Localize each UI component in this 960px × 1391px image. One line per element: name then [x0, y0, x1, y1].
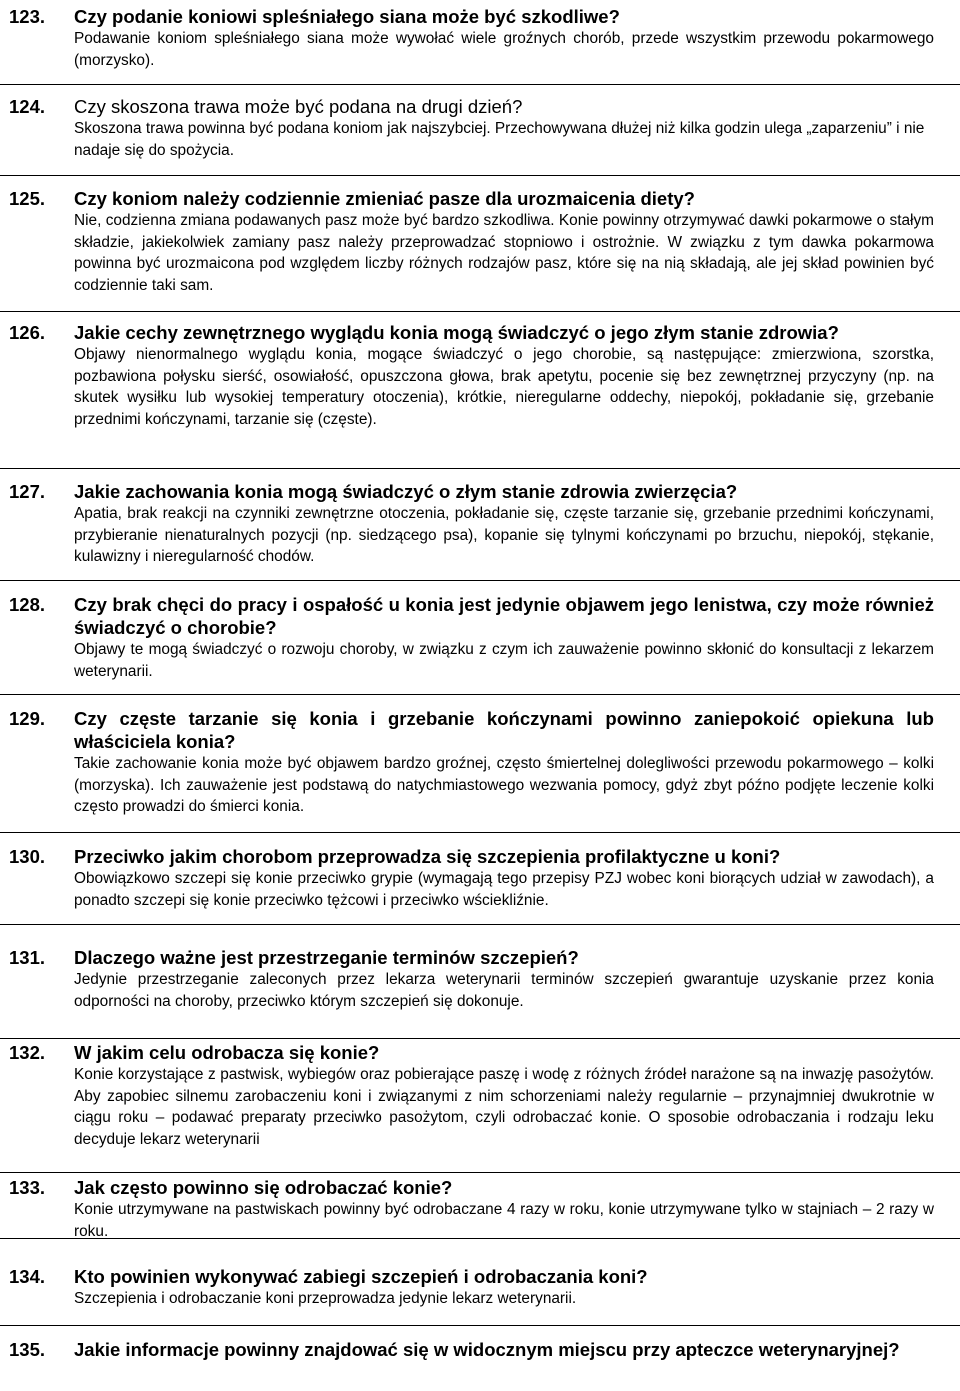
- item-number: 124.: [9, 96, 46, 117]
- qa-content: [74, 1041, 934, 1150]
- row-divider: [0, 175, 960, 176]
- item-number: 126.: [9, 322, 46, 343]
- row-divider: [0, 580, 960, 581]
- question-text: Dlaczego ważne jest przestrzeganie terminów szczepień?: [74, 947, 579, 968]
- answer-text: Takie zachowanie konia może być objawem bardzo groźnej, często śmiertelnej dolegliwości przewodu pokarmowego – kolki (morzyska). Ich zauważenie jest podstawą do natychmiastowego wezwania pomocy, gdyż zbyt późno podjęte leczenie kolki często prowadzi do śmierci konia.: [74, 755, 934, 815]
- qa-content: [74, 5, 934, 71]
- answer-text: Obowiązkowo szczepi się konie przeciwko grypie (wymagają tego przepisy PZJ wobec koni biorących udział w zawodach), a ponadto szczepi się konie przeciwko tężcowi i przeciwko wściekliźnie.: [74, 870, 934, 909]
- item-number: 129.: [9, 708, 46, 729]
- qa-content: [74, 946, 934, 1012]
- row-divider: [0, 1172, 960, 1173]
- item-number: 134.: [9, 1266, 46, 1287]
- answer-text: Apatia, brak reakcji na czynniki zewnętrzne otoczenia, pokładanie się, częste tarzanie się, grzebanie przednimi kończynami, przybieranie nienaturalnych pozycji (np. siedzącego psa), kopanie się tylnymi kończynami po brzuchu, niepokój, stękanie, kulawizny i nieregularność chodów.: [74, 505, 934, 565]
- qa-content: [74, 593, 934, 682]
- item-number: 123.: [9, 6, 46, 27]
- answer-text: Konie utrzymywane na pastwiskach powinny być odrobaczane 4 razy w roku, konie utrzymywane tylko w stajniach – 2 razy w roku.: [74, 1201, 934, 1240]
- row-divider: [0, 924, 960, 925]
- qa-content: [74, 707, 934, 818]
- question-text: Czy częste tarzanie się konia i grzebanie kończynami powinno zaniepokoić opiekuna lub właściciela konia?: [74, 708, 934, 752]
- question-text: Czy podanie koniowi spleśniałego siana może być szkodliwe?: [74, 6, 620, 27]
- item-number: 133.: [9, 1177, 46, 1198]
- qa-content: [74, 187, 934, 296]
- question-text: W jakim celu odrobacza się konie?: [74, 1042, 380, 1063]
- item-number: 132.: [9, 1042, 46, 1063]
- qa-content: [74, 1265, 934, 1310]
- qa-content: [74, 95, 934, 161]
- answer-text: Konie korzystające z pastwisk, wybiegów oraz pobierające paszę i wodę z różnych źródeł narażone są na inwazję pasożytów. Aby zapobiec silnemu zarobaczeniu koni i związanymi z nim schorzeniami należy regularnie – przynajmniej dwukrotnie w ciągu roku – podawać preparaty przeciwko pasożytom, czyli odrobaczać konie. O sposobie odrobaczania i rodzaju leku decyduje lekarz weterynarii: [74, 1066, 934, 1148]
- row-divider: [0, 1038, 960, 1039]
- question-text: Czy brak chęci do pracy i ospałość u konia jest jedynie objawem jego lenistwa, czy może również świadczyć o chorobie?: [74, 594, 934, 638]
- item-number: 127.: [9, 481, 46, 502]
- qa-content: [74, 845, 934, 911]
- item-number: 125.: [9, 188, 46, 209]
- item-number: 128.: [9, 594, 46, 615]
- row-divider: [0, 311, 960, 312]
- row-divider: [0, 1325, 960, 1326]
- qa-content: [74, 1176, 934, 1242]
- answer-text: Jedynie przestrzeganie zaleconych przez lekarza weterynarii terminów szczepień gwarantuje uzyskanie przez konia odporności na choroby, przeciwko którym szczepień się dokonuje.: [74, 971, 934, 1010]
- qa-content: [74, 321, 934, 430]
- question-text: Jak często powinno się odrobaczać konie?: [74, 1177, 453, 1198]
- answer-text: Skoszona trawa powinna być podana koniom jak najszybciej. Przechowywana dłużej niż kilka godzin ulega „zaparzeniu” i nie nadaje się do spożycia.: [74, 120, 925, 159]
- row-divider: [0, 84, 960, 85]
- question-text: Jakie zachowania konia mogą świadczyć o złym stanie zdrowia zwierzęcia?: [74, 481, 738, 502]
- question-text: Jakie cechy zewnętrznego wyglądu konia mogą świadczyć o jego złym stanie zdrowia?: [74, 322, 839, 343]
- question-text: Kto powinien wykonywać zabiegi szczepień i odrobaczania koni?: [74, 1266, 648, 1287]
- question-text: Jakie informacje powinny znajdować się w widocznym miejscu przy apteczce weterynaryjnej?: [74, 1339, 900, 1360]
- row-divider: [0, 694, 960, 695]
- row-divider: [0, 832, 960, 833]
- answer-text: Nie, codzienna zmiana podawanych pasz może być bardzo szkodliwa. Konie powinny otrzymywać dawki pokarmowe o stałym składzie, jakiekolwiek zamiany pasz należy przeprowadzać stopniowo i ostrożnie. W związku z tym dawka pokarmowa powinna być urozmaicona pod względem liczby różnych rodzajów pasz, które się na nią składają, ale jej skład powinien być codziennie taki sam.: [74, 212, 934, 294]
- row-divider: [0, 468, 960, 469]
- answer-text: Szczepienia i odrobaczanie koni przeprowadza jedynie lekarz weterynarii.: [74, 1290, 577, 1307]
- answer-text: Podawanie koniom spleśniałego siana może wywołać wiele groźnych chorób, przede wszystkim przewodu pokarmowego (morzysko).: [74, 30, 934, 69]
- qa-content: [74, 1338, 934, 1361]
- answer-text: Objawy nienormalnego wyglądu konia, mogące świadczyć o jego chorobie, są następujące: zmierzwiona, szorstka, pozbawiona połysku sierść, osowiałość, opuszczona głowa, brak apetytu, pocenie się bez zewnętrznej przyczyny (np. na skutek wysiłku lub wysokiej temperatury otoczenia), krótkie, nieregularne oddechy, niepokój, pokładanie się, grzebanie przednimi kończynami, tarzanie się (częste).: [74, 346, 934, 428]
- question-text: Czy skoszona trawa może być podana na drugi dzień?: [74, 96, 523, 117]
- answer-text: Objawy te mogą świadczyć o rozwoju choroby, w związku z czym ich zauważenie powinno skłonić do konsultacji z lekarzem weterynarii.: [74, 641, 934, 680]
- item-number: 135.: [9, 1339, 46, 1360]
- question-text: Przeciwko jakim chorobom przeprowadza się szczepienia profilaktyczne u koni?: [74, 846, 781, 867]
- item-number: 131.: [9, 947, 46, 968]
- item-number: 130.: [9, 846, 46, 867]
- question-text: Czy koniom należy codziennie zmieniać pasze dla urozmaicenia diety?: [74, 188, 695, 209]
- qa-content: [74, 480, 934, 568]
